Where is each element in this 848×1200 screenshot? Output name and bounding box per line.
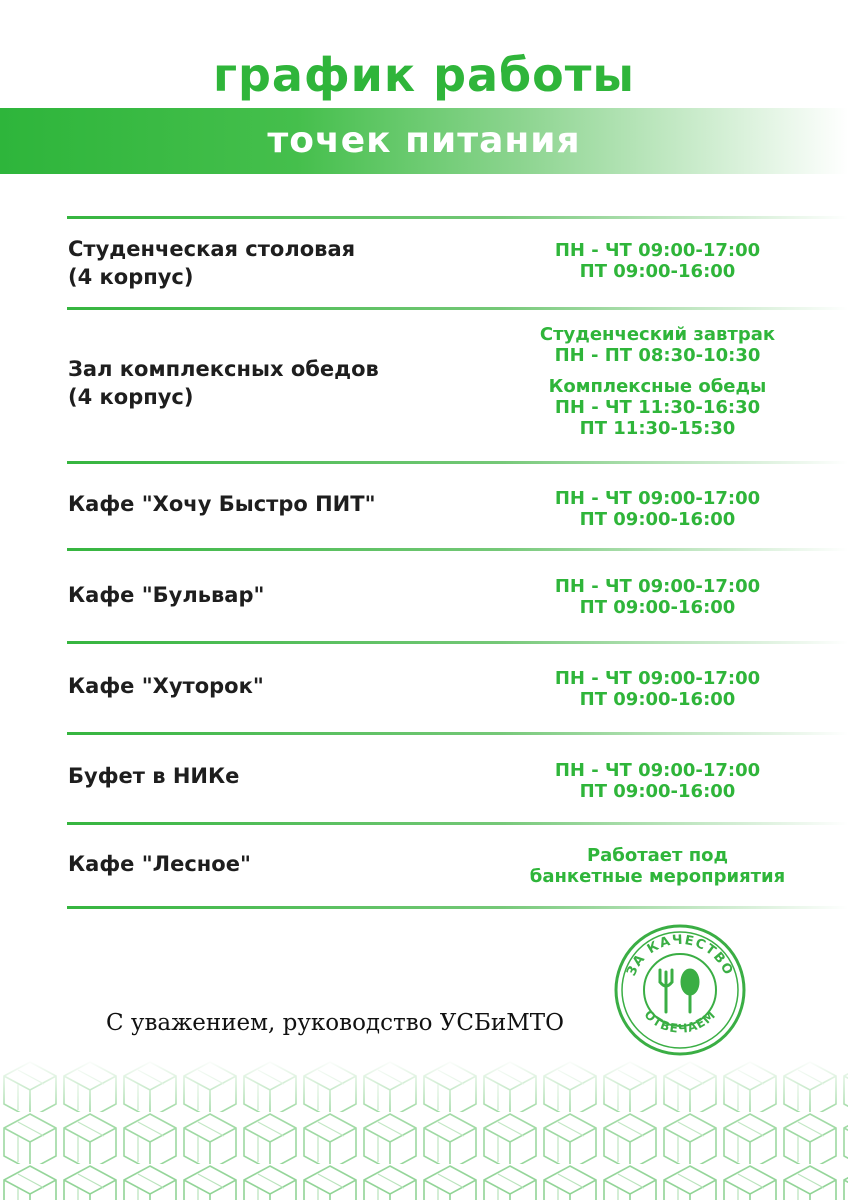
place-hours [500, 488, 815, 530]
place-hours [500, 845, 815, 887]
hours-line: ПН - ЧТ 09:00-17:00 [554, 240, 761, 261]
place-name: Буфет в НИКе [68, 764, 240, 788]
hours-line: Работает под [586, 845, 729, 866]
decorative-pattern [0, 1060, 848, 1200]
row-divider [67, 216, 848, 219]
hours-line: ПН - ЧТ 09:00-17:00 [554, 760, 761, 781]
hours-line: ПТ 09:00-16:00 [579, 689, 736, 710]
place-name: Кафе "Хуторок" [68, 674, 264, 698]
hours-line: ПН - ЧТ 09:00-17:00 [554, 488, 761, 509]
hours-line: ПТ 09:00-16:00 [579, 597, 736, 618]
hours-line: ПН - ПТ 08:30-10:30 [554, 345, 761, 366]
stamp-top-text: ЗА КАЧЕСТВО [624, 932, 736, 979]
hours-line: ПН - ЧТ 11:30-16:30 [554, 397, 761, 418]
row-divider [67, 461, 848, 464]
place-name: Зал комплексных обедов (4 корпус) [68, 357, 379, 409]
place-hours [500, 240, 815, 282]
hours-line: ПТ 09:00-16:00 [579, 509, 736, 530]
hours-line: ПН - ЧТ 09:00-17:00 [554, 576, 761, 597]
place-name: Студенческая столовая (4 корпус) [68, 237, 356, 289]
row-divider [67, 548, 848, 551]
place-hours [500, 324, 815, 439]
stamp-bottom-text: ОТВЕЧАЕМ [641, 1007, 719, 1036]
place-hours [500, 576, 815, 618]
page-subtitle: точек питания [267, 120, 581, 161]
hours-line: Студенческий завтрак [539, 324, 776, 345]
hours-line: ПТ 11:30-15:30 [579, 418, 736, 439]
place-name: Кафе "Лесное" [68, 852, 251, 876]
page-title: график работы [212, 48, 636, 102]
hours-line: ПН - ЧТ 09:00-17:00 [554, 668, 761, 689]
place-hours [500, 760, 815, 802]
quality-stamp [610, 920, 750, 1060]
place-hours [500, 668, 815, 710]
place-name: Кафе "Бульвар" [68, 583, 265, 607]
row-divider [67, 732, 848, 735]
hours-line: ПТ 09:00-16:00 [579, 781, 736, 802]
svg-text:ОТВЕЧАЕМ [642, 1007, 719, 1035]
regards-signature: С уважением, руководство УСБиМТО [106, 1010, 565, 1036]
row-divider [67, 906, 848, 909]
place-name: Кафе "Хочу Быстро ПИТ" [68, 492, 376, 516]
hours-line: Комплексные обеды [548, 376, 767, 397]
row-divider [67, 307, 848, 310]
row-divider [67, 822, 848, 825]
hours-line: банкетные мероприятия [529, 866, 786, 887]
hours-line: ПТ 09:00-16:00 [579, 261, 736, 282]
fork-spoon-icon [660, 970, 698, 1012]
row-divider [67, 641, 848, 644]
